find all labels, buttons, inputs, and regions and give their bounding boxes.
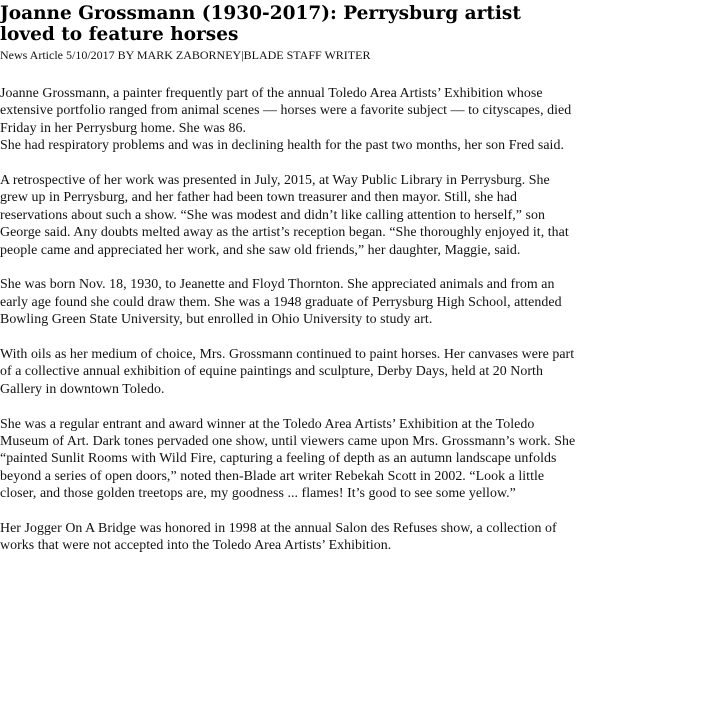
article-paragraph: She had respiratory problems and was in declining health for the past two months, her son Fred said. — [0, 138, 564, 154]
article-byline: News Article 5/10/2017 BY MARK ZABORNEY|BLADE STAFF WRITER — [0, 48, 371, 62]
article-paragraph: With oils as her medium of choice, Mrs. Grossmann continued to paint horses. Her canvases were part of a collective annual exhibition of equine paintings and sculpture, Derby Days, held at 20 North Gallery in downtown Toledo. — [0, 347, 575, 397]
article-paragraph: She was born Nov. 18, 1930, to Jeanette and Floyd Thornton. She appreciated animals and from an early age found she could draw them. She was a 1948 graduate of Perrysburg High School, attended Bowling Green State University, but enrolled in Ohio University to study art. — [0, 277, 562, 328]
article-paragraph: Joanne Grossmann, a painter frequently part of the annual Toledo Area Artists’ Exhibition whose extensive portfolio ranged from animal scenes — horses were a favorite subject — to cityscapes, died Friday in her Perrysburg home. She was 86. — [0, 86, 572, 136]
article-title: Joanne Grossmann (1930-2017): Perrysburg artist loved to feature horses — [0, 3, 521, 45]
article-paragraph: Her Jogger On A Bridge was honored in 1998 at the annual Salon des Refuses show, a collection of works that were not accepted into the Toledo Area Artists’ Exhibition. — [0, 521, 557, 554]
article-paragraph: She was a regular entrant and award winner at the Toledo Area Artists’ Exhibition at the Toledo Museum of Art. Dark tones pervaded one show, until viewers came upon Mrs. Grossmann’s work. She “painted Sunlit Rooms with Wild Fire, capturing a feeling of depth as an autumn landscape unfolds beyond a series of open doors,” noted then-Blade art writer Rebekah Scott in 2002. “Look a little closer, and those golden treetops are, my goodness ... flames! It’s good to see some yellow.” — [0, 416, 576, 502]
article-paragraph: A retrospective of her work was presented in July, 2015, at Way Public Library in Perrysburg. She grew up in Perrysburg, and her father had been town treasurer and then mayor. Still, she had reservations about such a show. “She was modest and didn’t like calling attention to herself,” son George said. Any doubts melted away as the artist’s reception began. “She thoroughly enjoyed it, that people came and appreciated her work, and she saw old friends,” her daughter, Maggie, said. — [0, 173, 569, 258]
